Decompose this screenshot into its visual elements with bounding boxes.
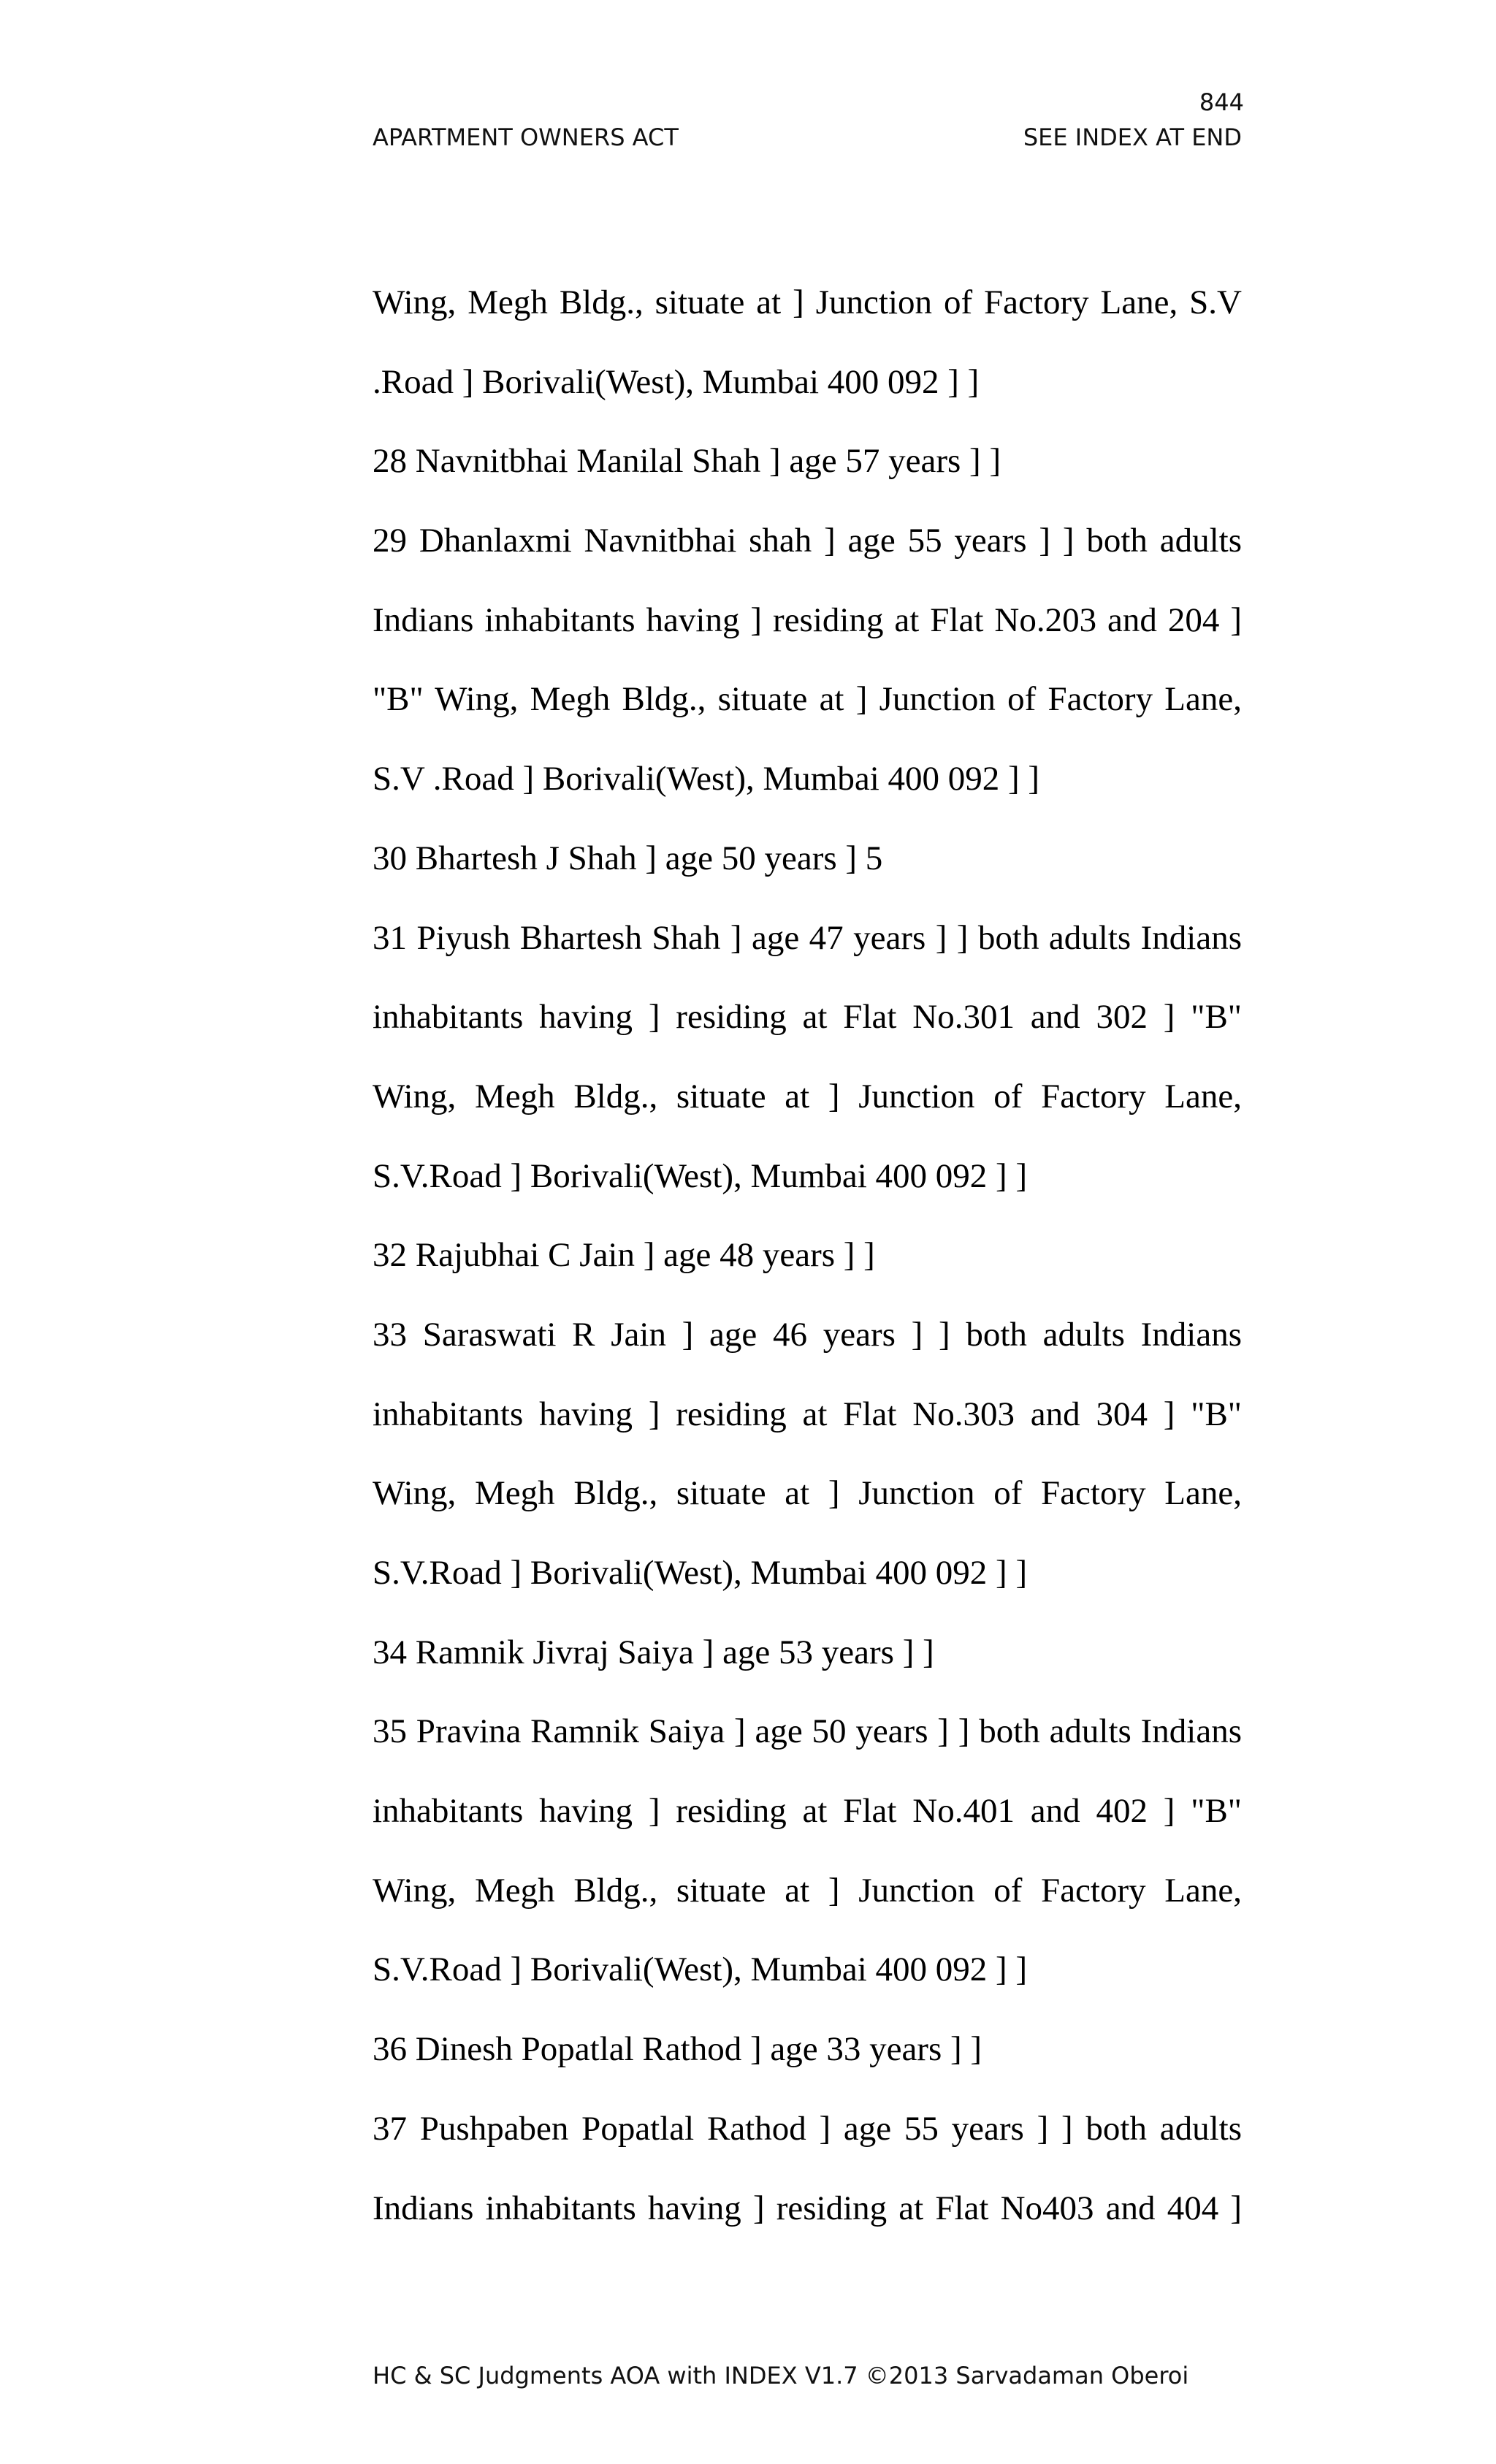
text-line: Wing, Megh Bldg., situate at ] Junction of Factory Lane, S.V bbox=[373, 283, 1242, 321]
page-number: 844 bbox=[1199, 88, 1244, 116]
footer-copyright: HC & SC Judgments AOA with INDEX V1.7 ©2013 Sarvadaman Oberoi bbox=[373, 2362, 1189, 2389]
running-header bbox=[373, 123, 1242, 152]
text-line: 36 Dinesh Popatlal Rathod ] age 33 years ] ] bbox=[373, 2030, 982, 2069]
text-line: S.V.Road ] Borivali(West), Mumbai 400 092 ] ] bbox=[373, 1554, 1028, 1592]
text-line: Indians inhabitants having ] residing at Flat No.203 and 204 ] bbox=[373, 600, 1242, 639]
text-line: Wing, Megh Bldg., situate at ] Junction of Factory Lane, bbox=[373, 1077, 1242, 1115]
text-line: 32 Rajubhai C Jain ] age 48 years ] ] bbox=[373, 1236, 875, 1275]
text-line: 29 Dhanlaxmi Navnitbhai shah ] age 55 years ] ] both adults bbox=[373, 522, 1242, 560]
text-line: 35 Pravina Ramnik Saiya ] age 50 years ] ] both adults Indians bbox=[373, 1712, 1242, 1751]
text-line: Wing, Megh Bldg., situate at ] Junction of Factory Lane, bbox=[373, 1871, 1242, 1910]
text-line: 30 Bhartesh J Shah ] age 50 years ] 5 bbox=[373, 839, 883, 877]
text-line: "B" Wing, Megh Bldg., situate at ] Junction of Factory Lane, bbox=[373, 680, 1242, 719]
text-line: S.V.Road ] Borivali(West), Mumbai 400 092 ] ] bbox=[373, 1950, 1028, 1989]
text-line: Wing, Megh Bldg., situate at ] Junction of Factory Lane, bbox=[373, 1474, 1242, 1513]
text-line: 33 Saraswati R Jain ] age 46 years ] ] both adults Indians bbox=[373, 1315, 1242, 1354]
text-line: Indians inhabitants having ] residing at Flat No403 and 404 ] bbox=[373, 2189, 1242, 2227]
text-line: 34 Ramnik Jivraj Saiya ] age 53 years ] ] bbox=[373, 1633, 934, 1671]
text-line: inhabitants having ] residing at Flat No.401 and 402 ] "B" bbox=[373, 1792, 1242, 1831]
text-line: 37 Pushpaben Popatlal Rathod ] age 55 years ] ] both adults bbox=[373, 2109, 1242, 2148]
header-index-note: SEE INDEX AT END bbox=[1023, 123, 1242, 151]
text-line: 31 Piyush Bhartesh Shah ] age 47 years ] ] both adults Indians bbox=[373, 918, 1242, 957]
text-line: inhabitants having ] residing at Flat No.303 and 304 ] "B" bbox=[373, 1395, 1242, 1433]
body-text bbox=[373, 263, 1242, 2248]
text-line: S.V.Road ] Borivali(West), Mumbai 400 092 ] ] bbox=[373, 1156, 1028, 1195]
text-line: .Road ] Borivali(West), Mumbai 400 092 ] ] bbox=[373, 362, 980, 401]
text-line: inhabitants having ] residing at Flat No.301 and 302 ] "B" bbox=[373, 998, 1242, 1037]
text-line: S.V .Road ] Borivali(West), Mumbai 400 092 ] ] bbox=[373, 760, 1040, 798]
header-title: APARTMENT OWNERS ACT bbox=[373, 123, 679, 151]
text-line: 28 Navnitbhai Manilal Shah ] age 57 years ] ] bbox=[373, 442, 1001, 481]
